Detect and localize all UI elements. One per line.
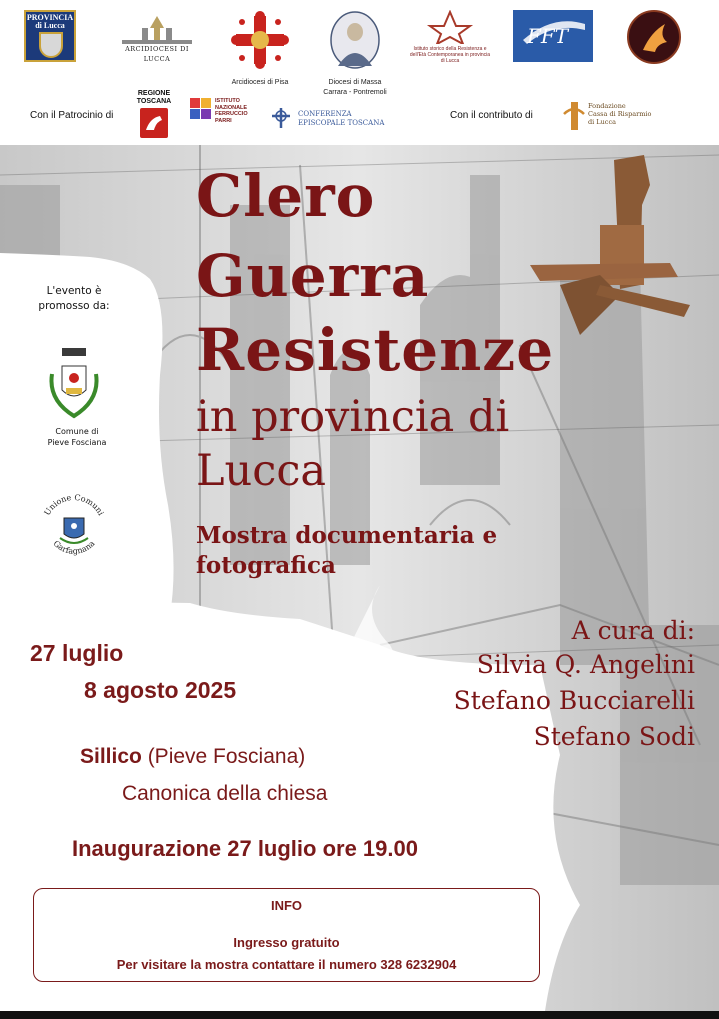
comune-caption <box>40 426 114 448</box>
pisa-cross-icon <box>228 10 292 70</box>
unione-logo-line2: Garfagnana <box>51 538 97 556</box>
shield-icon <box>39 32 63 58</box>
massa-caption-line2: Carrara - Pontremoli <box>323 89 387 96</box>
subtitle-line2: fotografica <box>196 552 336 579</box>
title-line-lucca: Lucca <box>196 446 327 496</box>
promoted-line1: L'evento è <box>46 285 102 297</box>
pegasus-icon <box>140 108 168 138</box>
star-icon <box>408 10 492 44</box>
madonna-icon <box>318 10 392 72</box>
promoted-line2: promosso da: <box>38 300 110 312</box>
cross-emblem-icon <box>268 106 294 130</box>
fnf-logo-text: FFT <box>527 24 569 48</box>
unione-logo-line1: Unione Comuni <box>42 492 106 518</box>
venue-location: Canonica della chiesa <box>122 782 328 805</box>
parri-logo-text: ISTITUTO NAZIONALE FERRUCCIO PARRI <box>215 98 248 124</box>
federazione-logo <box>513 10 593 62</box>
tower-icon <box>562 98 586 134</box>
curator-name: Stefano Bucciarelli <box>453 686 695 715</box>
provincia-logo-text: PROVINCIA di Lucca <box>26 13 74 30</box>
toscana-logo-text: REGIONE TOSCANA <box>136 90 172 105</box>
pisa-caption: Arcidiocesi di Pisa <box>231 79 289 86</box>
unione-crest-icon <box>38 490 110 564</box>
info-contact-phone: Per visitare la mostra contattare il numero 328 6232904 <box>116 957 457 972</box>
subtitle-line1: Mostra documentaria e <box>196 522 498 549</box>
svg-text:Garfagnana <box>52 539 97 556</box>
flame-icon <box>629 12 679 62</box>
inauguration-text: Inaugurazione 27 luglio ore 19.00 <box>72 836 418 861</box>
istituto-caption: Istituto storico della Resistenza e dell'Età Contemporanea in provincia di Lucca <box>409 46 491 64</box>
venue-place-note: (Pieve Fosciana) <box>141 745 306 768</box>
cet-logo-line2: EPISCOPALE TOSCANA <box>298 119 385 127</box>
fondazione-line1: Fondazione <box>588 102 626 110</box>
venue-place <box>80 745 305 769</box>
arcidiocesi-lucca-logo <box>112 14 202 63</box>
end-date: 8 agosto 2025 <box>84 677 237 703</box>
fondazione-line2: Cassa di Risparmio <box>588 110 652 118</box>
provincia-lucca-logo <box>24 10 76 62</box>
sponsor-header <box>0 0 719 145</box>
comune-pieve-fosciana-crest-icon <box>46 346 102 422</box>
curators-heading: A cura di: <box>571 616 695 645</box>
title-line-resistenze: Resistenze <box>196 316 555 384</box>
curator-name: Stefano Sodi <box>533 722 695 751</box>
cet-logo-line1: CONFERENZA <box>298 110 352 118</box>
title-line-guerra: Guerra <box>196 242 430 310</box>
start-date: 27 luglio <box>30 640 124 666</box>
comune-line1: Comune di <box>55 427 99 436</box>
contributo-label: Con il contributo di <box>450 110 533 121</box>
patrocinio-label: Con il Patrocinio di <box>30 110 114 121</box>
scuola-pace-logo <box>627 10 681 64</box>
massa-caption-line1: Diocesi di Massa <box>328 79 382 86</box>
bottom-edge-bar <box>0 1011 719 1019</box>
istituto-storico-logo <box>408 10 492 70</box>
diocesi-massa-logo <box>318 10 392 100</box>
info-title: INFO <box>270 898 303 913</box>
promoted-by-label <box>34 284 114 314</box>
svg-text:Unione Comuni <box>43 493 106 517</box>
title-line-clero: Clero <box>196 162 376 230</box>
cet-logo <box>268 104 390 134</box>
curator-name: Silvia Q. Angelini <box>476 650 695 679</box>
comune-line2: Pieve Fosciana <box>47 438 107 447</box>
unione-comuni-garfagnana-logo <box>38 490 110 564</box>
mosaic-icon <box>190 98 212 120</box>
fondazione-line3: di Lucca <box>588 118 616 126</box>
info-box <box>33 888 540 982</box>
fondazione-crl-logo <box>562 98 652 138</box>
info-free-entry: Ingresso gratuito <box>233 935 340 950</box>
arcidiocesi-pisa-logo <box>228 10 292 96</box>
venue-place-name: Sillico <box>80 745 142 768</box>
title-line-provincia: in provincia di <box>196 392 510 442</box>
istituto-parri-logo <box>190 96 264 136</box>
arcidiocesi-lucca-text: ARCIDIOCESI DI LUCCA <box>125 45 189 63</box>
regione-toscana-logo <box>134 90 174 142</box>
